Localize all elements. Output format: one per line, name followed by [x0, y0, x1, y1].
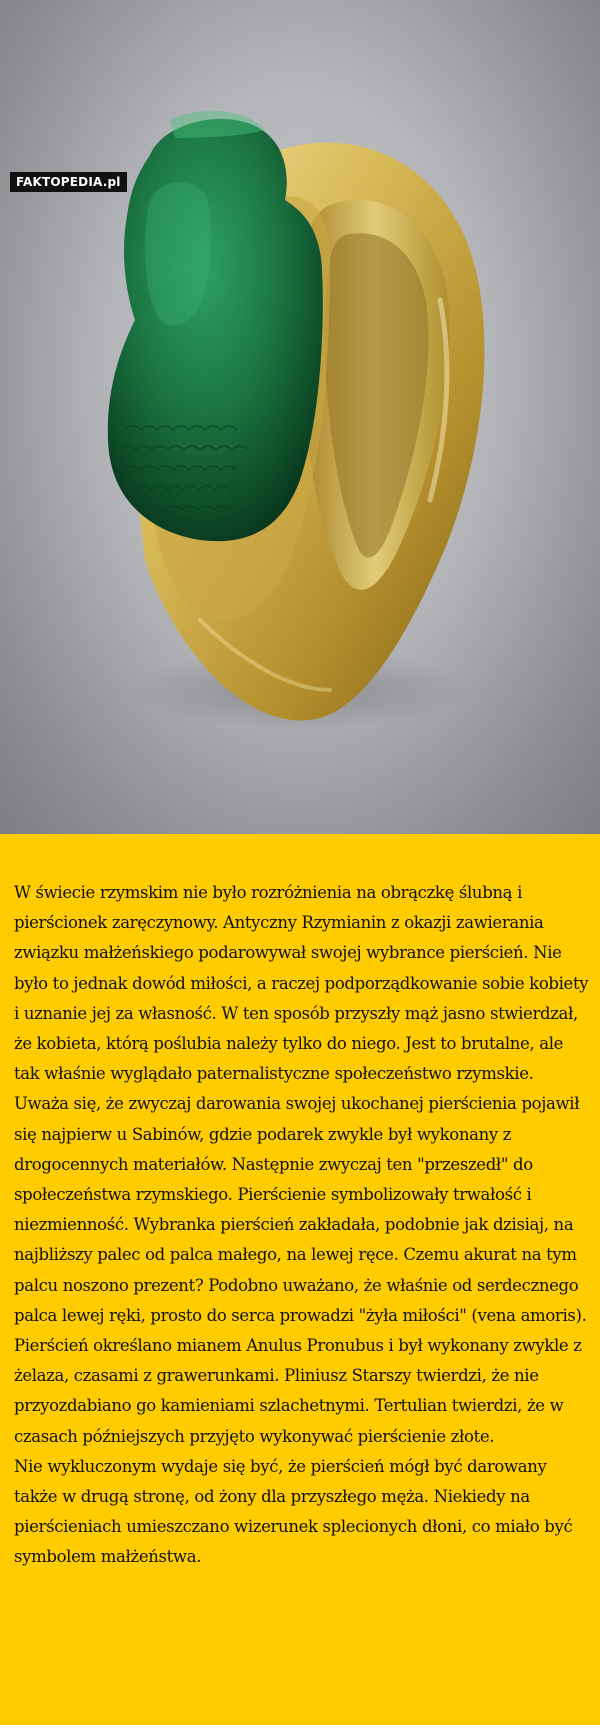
article-paragraph: Pierścień określano mianem Anulus Pronubus i był wykonany zwykle z żelaza, czasami z grawerunkami. Pliniusz Starszy twierdzi, że nie przyozdabiano go kamieniami szlachetnymi. Tertulian twierdzi, że w czasach późniejszych przyjęto wykonywać pierścienie złote.: [14, 1336, 582, 1446]
article-panel: [0, 834, 600, 1725]
faktopedia-watermark: FAKTOPEDIA.pl: [10, 172, 127, 192]
ring-icon: [0, 0, 600, 834]
article-body: [14, 878, 590, 1573]
ring-photo: [0, 0, 600, 834]
article-paragraph: W świecie rzymskim nie było rozróżnienia na obrączkę ślubną i pierścionek zaręczynowy. Antyczny Rzymianin z okazji zawierania związku małżeńskiego podarowywał swojej wybrance pierścień. Nie było to jednak dowód miłości, a raczej podporządkowanie sobie kobiety i uznanie jej za własność. W ten sposób przyszły mąż jasno stwierdzał, że kobieta, którą poślubia należy tylko do niego. Jest to brutalne, ale tak właśnie wyglądało paternalistyczne społeczeństwo rzymskie.: [14, 883, 589, 1084]
article-paragraph: Nie wykluczonym wydaje się być, że pierścień mógł być darowany także w drugą stronę, od żony dla przyszłego męża. Niekiedy na pierścieniach umieszczano wizerunek splecionych dłoni, co miało być symbolem małżeństwa.: [14, 1456, 573, 1567]
article-paragraph: Uważa się, że zwyczaj darowania swojej ukochanej pierścienia pojawił się najpierw u Sabinów, gdzie podarek zwykle był wykonany z drogocennych materiałów. Następnie zwyczaj ten "przeszedł" do społeczeństwa rzymskiego. Pierścienie symbolizowały trwałość i niezmienność. Wybranka pierścień zakładała, podobnie jak dzisiaj, na najbliższy palec od palca małego, na lewej ręce. Czemu akurat na tym palcu noszono prezent? Podobno uważano, że właśnie od serdecznego palca lewej ręki, prosto do serca prowadzi "żyła miłości" (vena amoris).: [14, 1094, 587, 1325]
